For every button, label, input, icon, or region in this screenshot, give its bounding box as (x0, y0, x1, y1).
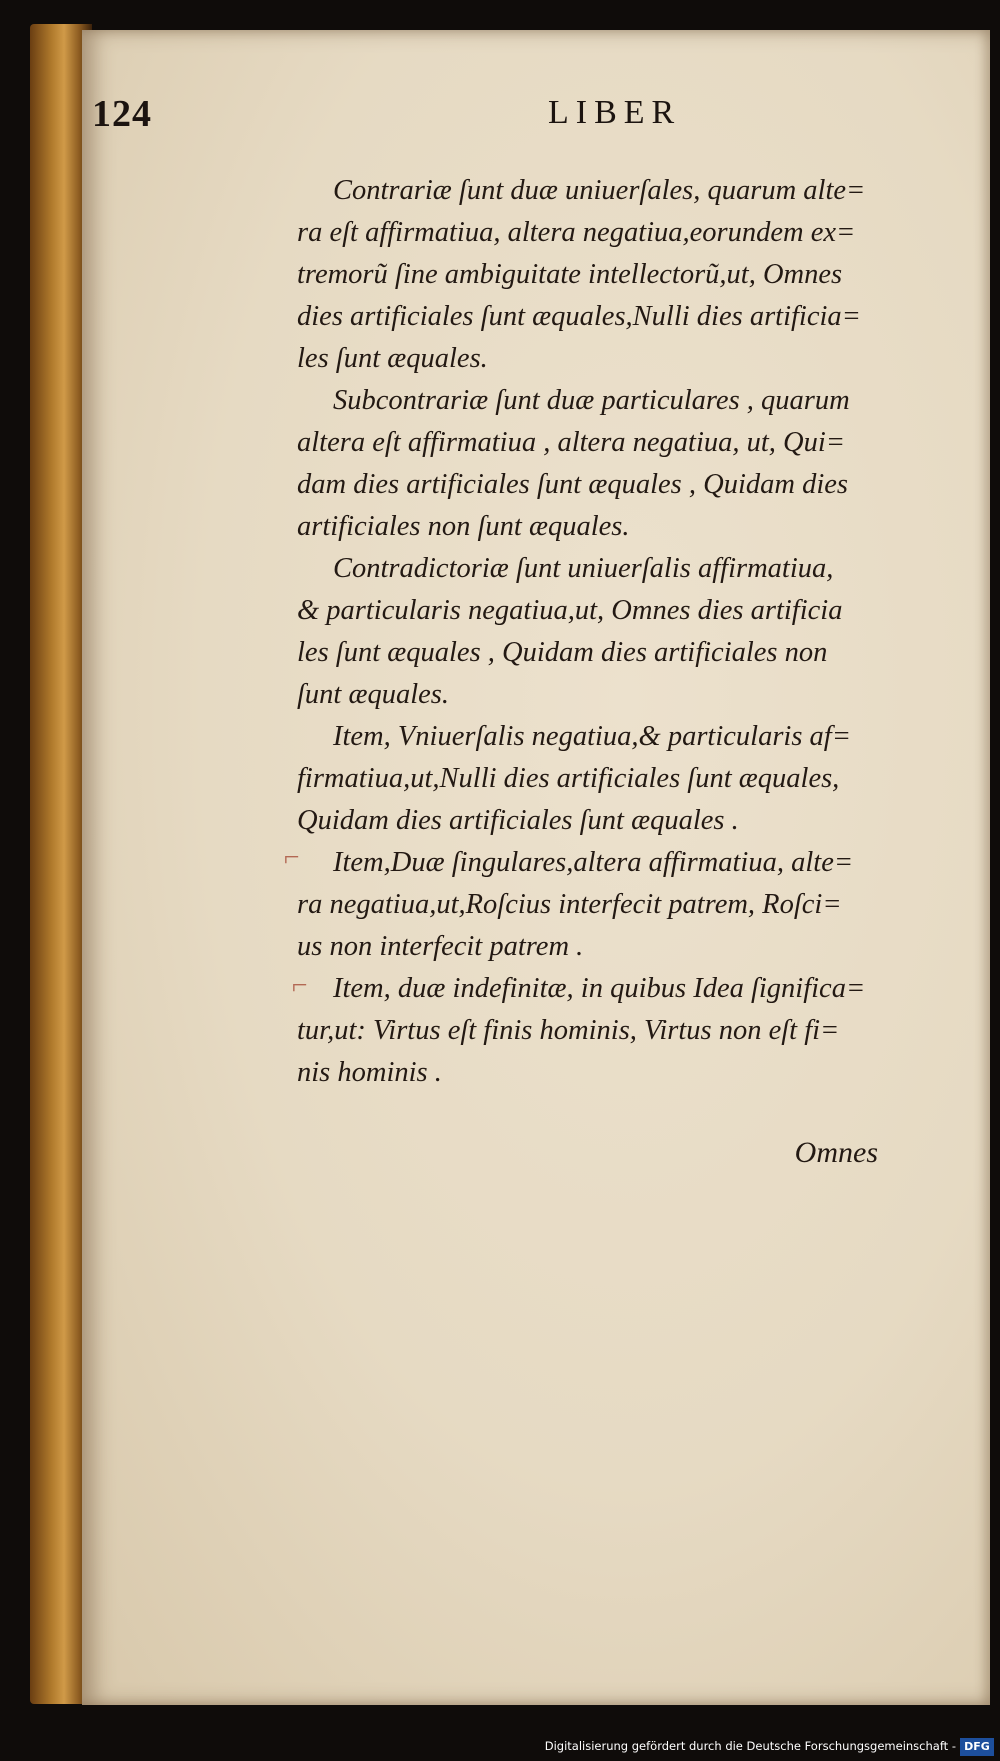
text-line: nis hominis . (297, 1057, 442, 1088)
text-line: Contrariæ ſunt duæ uniuerſales, quarum alte= (333, 175, 866, 206)
red-margin-mark: ⌐ (282, 842, 301, 873)
digitization-note: Digitalisierung gefördert durch die Deutsche Forschungsgemeinschaft - (544, 1739, 956, 1753)
running-head: LIBER (548, 94, 682, 131)
text-line: Item, duæ indefinitæ, in quibus Idea ſignifica= (333, 973, 866, 1004)
text-line: les ſunt æquales , Quidam dies artificiales non (297, 637, 828, 668)
catchword: Omnes (794, 1136, 878, 1169)
red-margin-mark: ⌐ (290, 970, 309, 1001)
text-line: us non interfecit patrem . (297, 931, 584, 962)
dfg-logo: DFG (960, 1738, 994, 1756)
body-text (297, 170, 977, 1094)
text-line: & particularis negatiua,ut, Omnes dies artificia (297, 595, 843, 626)
paragraph-subcontrariae (297, 380, 977, 548)
text-line: Item, Vniuerſalis negatiua,& particularis af= (333, 721, 851, 752)
text-line: ra negatiua,ut,Roſcius interfecit patrem, Roſci= (297, 889, 842, 920)
paragraph-contrariae (297, 170, 977, 380)
text-line: Item,Duæ ſingulares,altera affirmatiua, alte= (333, 847, 854, 878)
paragraph-contradictoriae (297, 548, 977, 716)
text-line: les ſunt æquales. (297, 343, 488, 374)
paragraph-item-universalis (297, 716, 977, 842)
page-number: 124 (92, 93, 152, 135)
page-header (0, 92, 1000, 142)
text-line: Contradictoriæ ſunt uniuerſalis affirmatiua, (333, 553, 834, 584)
text-line: tur,ut: Virtus eſt finis hominis, Virtus non eſt fi= (297, 1015, 840, 1046)
text-line: tremorũ ſine ambiguitate intellectorũ,ut, Omnes (297, 259, 843, 290)
text-line: ſunt æquales. (297, 679, 450, 710)
paragraph-item-indefinitae (297, 968, 977, 1094)
text-line: ra eſt affirmatiua, altera negatiua,eorundem ex= (297, 217, 856, 248)
text-line: dies artificiales ſunt æquales,Nulli dies artificia= (297, 301, 861, 332)
text-line: Quidam dies artificiales ſunt æquales . (297, 805, 739, 836)
text-line: Subcontrariæ ſunt duæ particulares , quarum (333, 385, 850, 416)
text-line: dam dies artificiales ſunt æquales , Quidam dies (297, 469, 848, 500)
text-line: altera eſt affirmatiua , altera negatiua, ut, Qui= (297, 427, 846, 458)
text-line: firmatiua,ut,Nulli dies artificiales ſunt æquales, (297, 763, 840, 794)
text-line: artificiales non ſunt æquales. (297, 511, 630, 542)
footer-bar (0, 1735, 1000, 1761)
paragraph-item-singulares (297, 842, 977, 968)
